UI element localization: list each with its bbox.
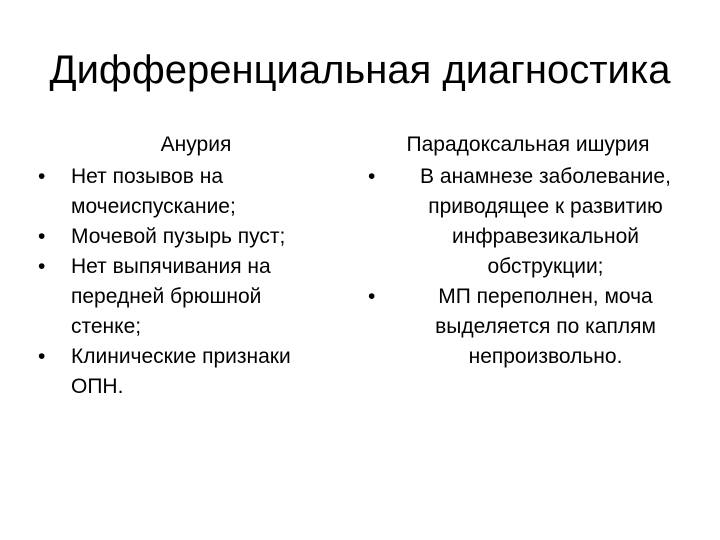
bullet-icon: • [38,225,46,248]
list-item-text: Нет выпячивания на передней брюшной стенке; [71,255,271,338]
bullet-icon: • [38,345,46,368]
paradoxical-ischuria-list [366,162,690,372]
list-item [366,282,690,372]
bullet-icon: • [368,165,376,188]
list-item-text: Нет позывов на мочеиспускание; [71,165,236,218]
paradoxical-ischuria-heading: Парадоксальная ишурия [406,133,650,156]
list-item [36,342,336,402]
anuria-column [36,130,336,402]
bullet-icon: • [368,285,376,308]
list-item-text: Клинические признаки ОПН. [71,345,291,398]
list-item-text: В анамнезе заболевание, приводящее к развитию инфравезикальной обструкции; [420,165,671,278]
bullet-icon: • [38,255,46,278]
list-item [36,162,336,222]
anuria-heading: Анурия [160,133,232,156]
page-title: Дифференциальная диагностика [49,48,671,92]
list-item-text: МП переполнен, моча выделяется по каплям непроизвольно. [435,285,656,368]
bullet-icon: • [38,165,46,188]
list-item [366,162,690,282]
list-item-text: Мочевой пузырь пуст; [71,225,286,248]
list-item [36,252,336,342]
anuria-list [36,162,336,402]
paradoxical-ischuria-column [366,130,690,372]
list-item [36,222,336,252]
